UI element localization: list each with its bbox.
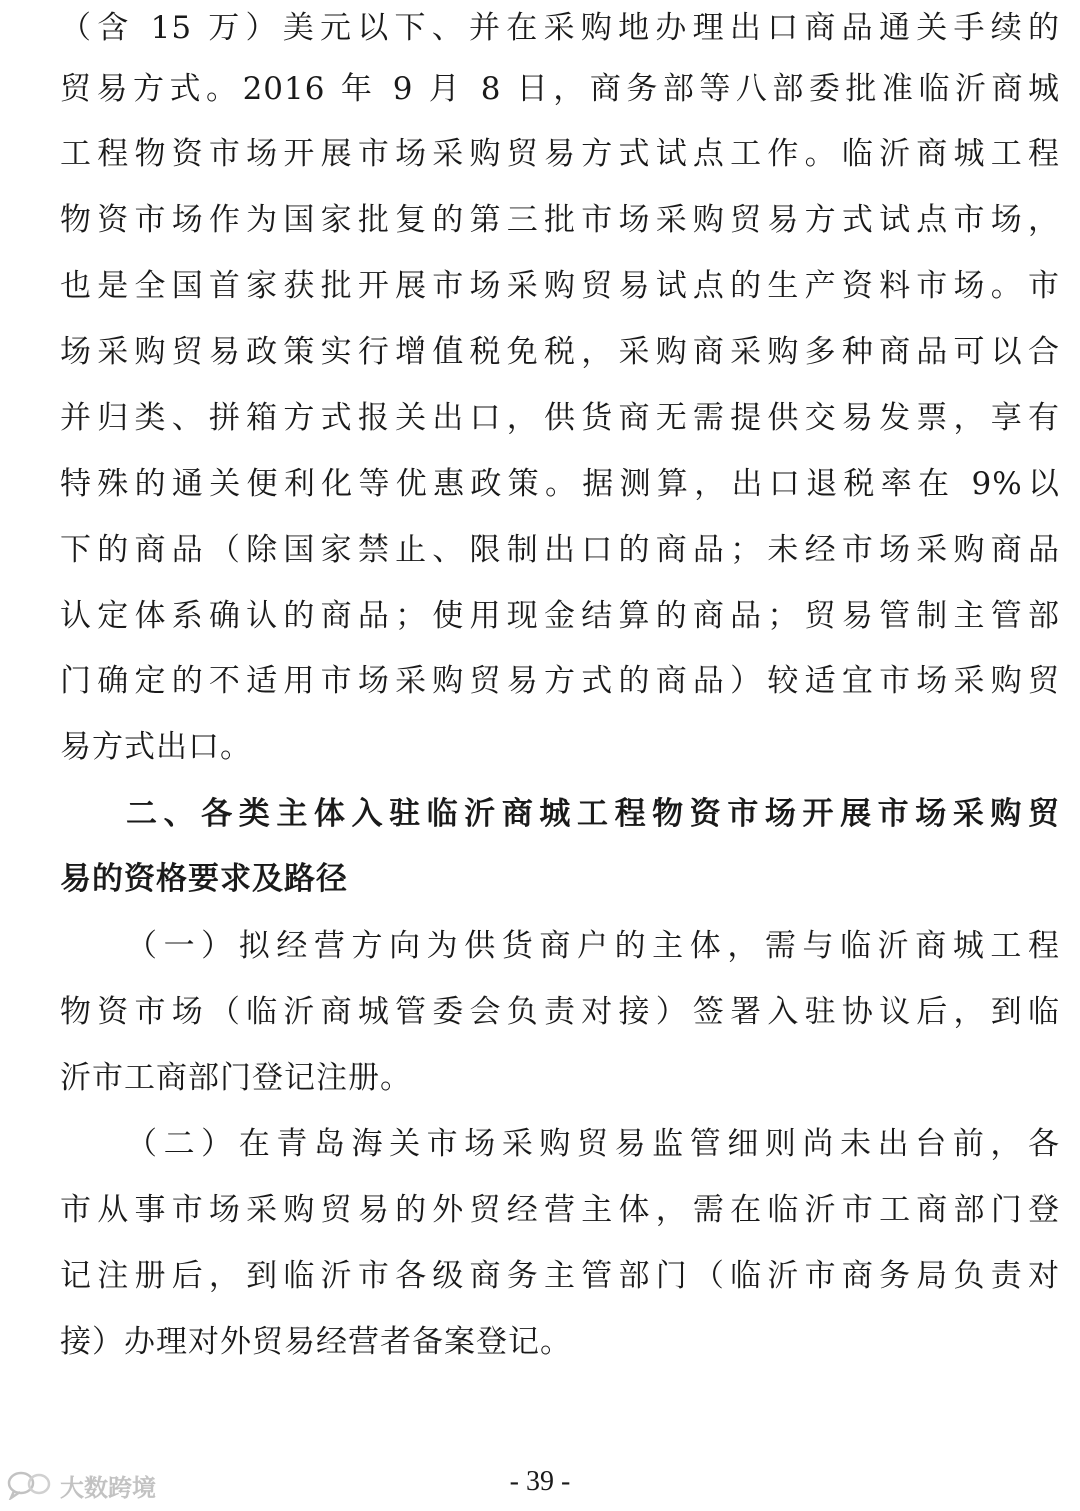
item-line: 沂市工商部门登记注册。 xyxy=(60,1060,412,1096)
body-line: 也是全国首家获批开展市场采购贸易试点的生产资料市场。市 xyxy=(60,268,1060,304)
item-line: 接）办理对外贸易经营者备案登记。 xyxy=(60,1324,572,1360)
section-heading: 二、各类主体入驻临沂商城工程物资市场开展市场采购贸 xyxy=(126,796,1060,832)
body-line: 特殊的通关便利化等优惠政策。据测算，出口退税率在 9%以 xyxy=(60,466,1060,502)
body-line: （含 15 万）美元以下、并在采购地办理出口商品通关手续的 xyxy=(60,10,1060,46)
section-heading: 易的资格要求及路径 xyxy=(60,861,348,897)
body-line: 场采购贸易政策实行增值税免税，采购商采购多种商品可以合 xyxy=(60,334,1060,370)
item-line: 记注册后，到临沂市各级商务主管部门（临沂市商务局负责对 xyxy=(60,1258,1060,1294)
body-line: 易方式出口。 xyxy=(60,729,252,765)
body-line: 认定体系确认的商品；使用现金结算的商品；贸易管制主管部 xyxy=(60,598,1060,634)
item-line: （一）拟经营方向为供货商户的主体，需与临沂商城工程 xyxy=(126,928,1060,964)
document-page xyxy=(60,0,1060,1511)
body-line: 工程物资市场开展市场采购贸易方式试点工作。临沂商城工程 xyxy=(60,136,1060,172)
body-line: 物资市场作为国家批复的第三批市场采购贸易方式试点市场， xyxy=(60,202,1060,238)
body-line: 贸易方式。2016 年 9 月 8 日，商务部等八部委批准临沂商城 xyxy=(60,71,1060,107)
item-line: 市从事市场采购贸易的外贸经营主体，需在临沂市工商部门登 xyxy=(60,1192,1060,1228)
body-line: 并归类、拼箱方式报关出口，供货商无需提供交易发票，享有 xyxy=(60,400,1060,436)
watermark-text: 大数跨境 xyxy=(60,1473,156,1502)
page-number: - 39 - xyxy=(509,1466,571,1497)
item-line: （二）在青岛海关市场采购贸易监管细则尚未出台前，各 xyxy=(126,1126,1060,1162)
body-line: 门确定的不适用市场采购贸易方式的商品）较适宜市场采购贸 xyxy=(60,663,1060,699)
body-line: 下的商品（除国家禁止、限制出口的商品；未经市场采购商品 xyxy=(60,532,1060,568)
item-line: 物资市场（临沂商城管委会负责对接）签署入驻协议后，到临 xyxy=(60,994,1060,1030)
